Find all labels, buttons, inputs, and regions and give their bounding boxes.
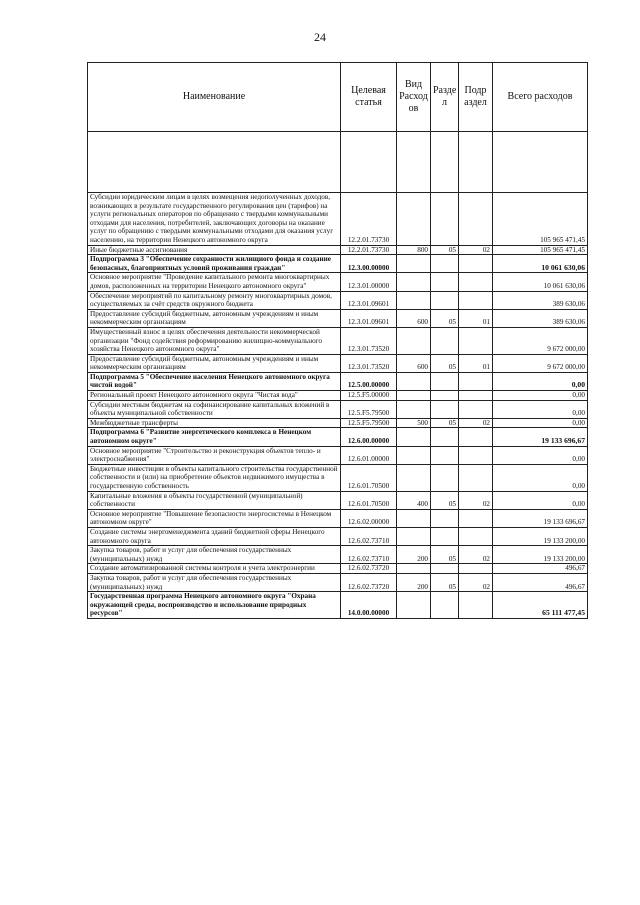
- row-subsection: [459, 564, 493, 574]
- row-amount: 9 672 000,00: [493, 327, 588, 354]
- row-type: [397, 428, 431, 446]
- row-amount: 19 133 696,67: [493, 428, 588, 446]
- row-name: Региональный проект Ненецкого автономного округа "Чистая вода": [88, 391, 341, 401]
- row-name: Закупка товаров, работ и услуг для обеспечения государственных (муниципальных) нужд: [88, 573, 341, 591]
- row-type: [397, 509, 431, 527]
- row-name: Государственная программа Ненецкого автономного округа "Охрана окружающей среды, воспроизводство и использование природных ресурсов": [88, 592, 341, 619]
- row-subsection: [459, 193, 493, 246]
- row-amount: 65 111 477,45: [493, 592, 588, 619]
- row-amount: 0,00: [493, 491, 588, 509]
- table-row: [88, 273, 588, 291]
- row-subsection: [459, 372, 493, 390]
- row-type: 500: [397, 418, 431, 428]
- row-subsection: [459, 391, 493, 401]
- row-subsection: [459, 400, 493, 418]
- row-target-code: 12.2.01.73730: [341, 245, 397, 255]
- row-type: [397, 446, 431, 464]
- row-amount: 10 061 630,06: [493, 273, 588, 291]
- row-target-code: 12.2.01.73730: [341, 193, 397, 246]
- row-target-code: 12.3.01.09601: [341, 309, 397, 327]
- row-name: Создание автоматизированной системы контроля и учета электроэнергии: [88, 564, 341, 574]
- spacer-cell: [459, 132, 493, 193]
- header-name: Наименование: [88, 63, 341, 132]
- row-type: 600: [397, 354, 431, 372]
- budget-table: [87, 62, 588, 619]
- table-row: [88, 391, 588, 401]
- row-amount: 10 061 630,06: [493, 255, 588, 273]
- row-target-code: 12.5.00.00000: [341, 372, 397, 390]
- row-target-code: 12.5.F5.00000: [341, 391, 397, 401]
- row-type: [397, 527, 431, 545]
- row-type: 600: [397, 309, 431, 327]
- row-amount: 496,67: [493, 573, 588, 591]
- table-row: [88, 446, 588, 464]
- row-name: Закупка товаров, работ и услуг для обеспечения государственных (муниципальных) нужд: [88, 546, 341, 564]
- row-section: 05: [431, 245, 459, 255]
- row-amount: 0,00: [493, 418, 588, 428]
- row-name: Предоставление субсидий бюджетным, автономным учреждениям и иным некоммерческим организациям: [88, 354, 341, 372]
- row-target-code: 12.3.01.73520: [341, 327, 397, 354]
- row-target-code: 12.6.02.73720: [341, 564, 397, 574]
- row-name: Подпрограмма 3 "Обеспечение сохранности жилищного фонда и создание безопасных, благоприятных условий проживания граждан": [88, 255, 341, 273]
- row-section: [431, 527, 459, 545]
- row-section: [431, 255, 459, 273]
- row-amount: 0,00: [493, 446, 588, 464]
- row-name: Подпрограмма 6 "Развитие энергетического комплекса в Ненецком автономном округе": [88, 428, 341, 446]
- row-section: 05: [431, 573, 459, 591]
- table-row: [88, 527, 588, 545]
- row-subsection: 02: [459, 491, 493, 509]
- row-target-code: 12.6.01.70500: [341, 491, 397, 509]
- header-section: Разде л: [431, 63, 459, 132]
- row-subsection: 01: [459, 354, 493, 372]
- spacer-cell: [397, 132, 431, 193]
- row-target-code: 12.5.F5.79500: [341, 418, 397, 428]
- row-subsection: 02: [459, 546, 493, 564]
- row-target-code: 12.3.01.00000: [341, 273, 397, 291]
- row-target-code: 12.6.01.00000: [341, 446, 397, 464]
- row-section: [431, 193, 459, 246]
- row-amount: 19 133 200,00: [493, 546, 588, 564]
- row-amount: 105 965 471,45: [493, 245, 588, 255]
- row-subsection: [459, 509, 493, 527]
- table-row: [88, 428, 588, 446]
- row-type: [397, 391, 431, 401]
- row-type: 800: [397, 245, 431, 255]
- row-section: [431, 592, 459, 619]
- row-name: Бюджетные инвестиции в объекты капитального строительства государственной собственности и (или) на приобретение объектов недвижимого имущества в государственную собственность: [88, 464, 341, 491]
- row-section: [431, 391, 459, 401]
- row-section: [431, 509, 459, 527]
- row-amount: 496,67: [493, 564, 588, 574]
- row-type: [397, 564, 431, 574]
- spacer-cell: [431, 132, 459, 193]
- row-section: [431, 446, 459, 464]
- row-subsection: 02: [459, 245, 493, 255]
- row-name: Подпрограмма 5 "Обеспечение населения Ненецкого автономного округа чистой водой": [88, 372, 341, 390]
- row-section: 05: [431, 354, 459, 372]
- row-name: Межбюджетные трансферты: [88, 418, 341, 428]
- row-amount: 0,00: [493, 464, 588, 491]
- row-type: [397, 327, 431, 354]
- row-subsection: [459, 291, 493, 309]
- row-section: 05: [431, 491, 459, 509]
- header-type: Вид Расход ов: [397, 63, 431, 132]
- table-row: [88, 573, 588, 591]
- row-target-code: 12.6.01.70500: [341, 464, 397, 491]
- row-type: [397, 193, 431, 246]
- row-target-code: 12.5.F5.79500: [341, 400, 397, 418]
- row-section: [431, 372, 459, 390]
- row-name: Обеспечение мероприятий по капитальному ремонту многоквартирных домов, осуществляемых за счёт средств окружного бюджета: [88, 291, 341, 309]
- row-amount: 105 965 471,45: [493, 193, 588, 246]
- row-type: [397, 400, 431, 418]
- row-amount: 9 672 000,00: [493, 354, 588, 372]
- row-name: Субсидии местным бюджетам на софинансирование капитальных вложений в объекты муниципальной собственности: [88, 400, 341, 418]
- row-section: [431, 464, 459, 491]
- table-row: [88, 255, 588, 273]
- table-row: [88, 491, 588, 509]
- row-amount: 0,00: [493, 391, 588, 401]
- row-amount: 0,00: [493, 400, 588, 418]
- row-section: [431, 273, 459, 291]
- table-row: [88, 327, 588, 354]
- row-type: 200: [397, 546, 431, 564]
- row-section: [431, 327, 459, 354]
- table-row: [88, 418, 588, 428]
- header-total: Всего расходов: [493, 63, 588, 132]
- table-row: [88, 464, 588, 491]
- table-row: [88, 309, 588, 327]
- row-subsection: 01: [459, 309, 493, 327]
- spacer-row: [88, 132, 588, 193]
- table-row: [88, 372, 588, 390]
- row-name: Имущественный взнос в целях обеспечения деятельности некоммерческой организации "Фонд содействия реформированию жилищно-коммунального хозяйства Ненецкого автономного округа": [88, 327, 341, 354]
- row-type: [397, 372, 431, 390]
- row-section: [431, 428, 459, 446]
- row-section: [431, 564, 459, 574]
- row-subsection: [459, 446, 493, 464]
- row-type: 400: [397, 491, 431, 509]
- table-row: [88, 354, 588, 372]
- row-amount: 19 133 696,67: [493, 509, 588, 527]
- row-type: 200: [397, 573, 431, 591]
- row-type: [397, 273, 431, 291]
- row-subsection: [459, 428, 493, 446]
- table-row: [88, 193, 588, 246]
- row-subsection: [459, 464, 493, 491]
- row-name: Основное мероприятие "Строительство и реконструкция объектов тепло- и электроснабжения": [88, 446, 341, 464]
- row-target-code: 12.3.00.00000: [341, 255, 397, 273]
- row-subsection: [459, 273, 493, 291]
- row-subsection: 02: [459, 573, 493, 591]
- table-row: [88, 509, 588, 527]
- row-target-code: 12.6.02.00000: [341, 509, 397, 527]
- row-type: [397, 464, 431, 491]
- row-subsection: [459, 592, 493, 619]
- spacer-cell: [341, 132, 397, 193]
- header-target: Целевая статья: [341, 63, 397, 132]
- row-name: Основное мероприятие "Повышение безопасности энергосистемы в Ненецком автономном округе": [88, 509, 341, 527]
- row-section: 05: [431, 309, 459, 327]
- row-target-code: 12.3.01.09601: [341, 291, 397, 309]
- row-name: Основное мероприятие "Проведение капитального ремонта многоквартирных домов, расположенных на территории Ненецкого автономного округа": [88, 273, 341, 291]
- row-subsection: [459, 327, 493, 354]
- table-row: [88, 564, 588, 574]
- row-name: Капитальные вложения в объекты государственной (муниципальной) собственности: [88, 491, 341, 509]
- row-target-code: 14.0.00.00000: [341, 592, 397, 619]
- row-target-code: 12.3.01.73520: [341, 354, 397, 372]
- row-subsection: [459, 255, 493, 273]
- row-amount: 389 630,06: [493, 291, 588, 309]
- row-name: Субсидии юридическим лицам в целях возмещения недополученных доходов, возникающих в результате государственного регулирования цен (тарифов) на услуги региональных операторов по обращению с твердыми коммунальными отходами для населения, потребителей, заключающих договоры на оказание услуг по обращению с твердыми коммунальными отходами для оказания услуг населению, на территории Ненецкого автономного округа: [88, 193, 341, 246]
- page-number: 24: [314, 30, 326, 44]
- row-type: [397, 255, 431, 273]
- header-subsection: Подр аздел: [459, 63, 493, 132]
- row-subsection: [459, 527, 493, 545]
- table-row: [88, 245, 588, 255]
- row-name: Создание системы энергоменеджмента зданий бюджетной сферы Ненецкого автономного округа: [88, 527, 341, 545]
- spacer-cell: [88, 132, 341, 193]
- row-amount: 19 133 200,00: [493, 527, 588, 545]
- table-header-row: [88, 63, 588, 132]
- row-target-code: 12.6.02.73720: [341, 573, 397, 591]
- table-row: [88, 592, 588, 619]
- row-subsection: 02: [459, 418, 493, 428]
- row-type: [397, 291, 431, 309]
- row-section: [431, 291, 459, 309]
- row-type: [397, 592, 431, 619]
- row-amount: 389 630,06: [493, 309, 588, 327]
- row-section: [431, 400, 459, 418]
- row-name: Иные бюджетные ассигнования: [88, 245, 341, 255]
- row-name: Предоставление субсидий бюджетным, автономным учреждениям и иным некоммерческим организациям: [88, 309, 341, 327]
- row-target-code: 12.6.02.73710: [341, 546, 397, 564]
- table-row: [88, 546, 588, 564]
- table-row: [88, 291, 588, 309]
- row-section: 05: [431, 546, 459, 564]
- row-amount: 0,00: [493, 372, 588, 390]
- row-target-code: 12.6.02.73710: [341, 527, 397, 545]
- spacer-cell: [493, 132, 588, 193]
- row-target-code: 12.6.00.00000: [341, 428, 397, 446]
- table-row: [88, 400, 588, 418]
- row-section: 05: [431, 418, 459, 428]
